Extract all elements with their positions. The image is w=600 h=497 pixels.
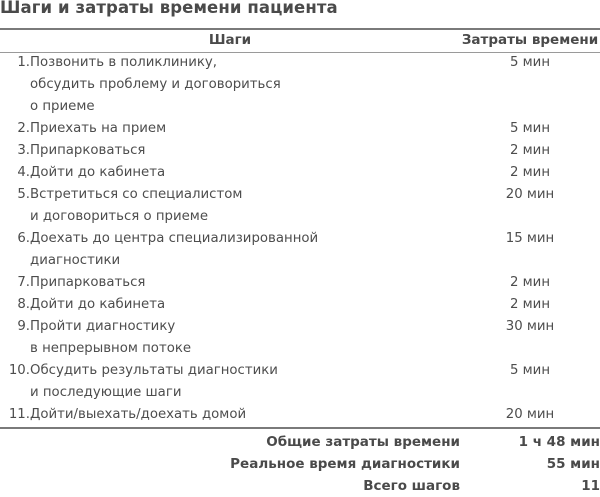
step-description: [30, 404, 460, 426]
table-row: [0, 118, 600, 140]
step-description-line: и последующие шаги: [30, 385, 182, 400]
summary-row: [0, 431, 600, 453]
step-time-value: 2 мин: [509, 275, 551, 290]
table-row: [0, 162, 600, 184]
step-description-line: Припарковаться: [30, 143, 146, 158]
step-description-line: в непрерывном потоке: [30, 341, 192, 356]
summary-value: 11: [581, 478, 600, 494]
step-time-value: 20 мин: [505, 187, 555, 202]
step-description-line: Припарковаться: [30, 275, 146, 290]
table-row: [0, 52, 600, 118]
summary-row: [0, 453, 600, 475]
step-description-line: Позвонить в поликлинику,: [30, 55, 217, 70]
step-description: [30, 52, 460, 118]
step-description-line: Дойти/выехать/доехать домой: [30, 407, 247, 422]
table-row: [0, 294, 600, 316]
step-description-line: Доехать до центра специализированной: [30, 231, 319, 246]
table-row: [0, 228, 600, 272]
step-description-line: Пройти диагностику: [30, 319, 176, 334]
step-number: 10.: [8, 363, 30, 378]
step-description: [30, 118, 460, 140]
table-top-rule: [0, 28, 600, 30]
step-description-line: Обсудить результаты диагностики: [30, 363, 278, 378]
table-row: [0, 360, 600, 404]
step-description: [30, 294, 460, 316]
summary-table: [0, 431, 600, 497]
summary-label: Реальное время диагностики: [230, 456, 460, 472]
step-time-value: 5 мин: [509, 55, 551, 70]
step-number: 3.: [17, 143, 30, 158]
step-time-value: 5 мин: [509, 121, 551, 136]
steps-table-body: [0, 52, 600, 426]
step-description-line: Приехать на прием: [30, 121, 167, 136]
step-description-line: о приеме: [30, 99, 95, 114]
step-description-line: диагностики: [30, 253, 121, 268]
step-description: [30, 184, 460, 228]
step-time-value: 5 мин: [509, 363, 551, 378]
step-description-line: Дойти до кабинета: [30, 297, 166, 312]
step-description: [30, 140, 460, 162]
step-time-value: 2 мин: [509, 297, 551, 312]
step-time-value: 2 мин: [509, 143, 551, 158]
column-header-steps: Шаги: [208, 32, 252, 48]
summary-row: [0, 475, 600, 497]
summary-label: Общие затраты времени: [266, 434, 460, 450]
page-title: Шаги и затраты времени пациента: [0, 0, 338, 17]
step-time-value: 30 мин: [505, 319, 555, 334]
step-number: 11.: [8, 407, 30, 422]
step-description: [30, 272, 460, 294]
table-header-row: [0, 32, 600, 52]
step-description-line: и договориться о приеме: [30, 209, 209, 224]
step-description: [30, 316, 460, 360]
step-number: 6.: [17, 231, 30, 246]
step-description: [30, 360, 460, 404]
table-row: [0, 272, 600, 294]
step-number: 5.: [17, 187, 30, 202]
summary-table-body: [0, 431, 600, 497]
step-description-line: Дойти до кабинета: [30, 165, 166, 180]
step-description: [30, 228, 460, 272]
table-footer-rule: [0, 427, 600, 429]
table-row: [0, 184, 600, 228]
column-header-time: Затраты времени: [461, 32, 599, 48]
step-number: 7.: [17, 275, 30, 290]
step-time-value: 20 мин: [505, 407, 555, 422]
table-row: [0, 404, 600, 426]
step-number: 4.: [17, 165, 30, 180]
step-number: 9.: [17, 319, 30, 334]
table-row: [0, 140, 600, 162]
table-row: [0, 316, 600, 360]
step-time-value: 2 мин: [509, 165, 551, 180]
steps-table: [0, 32, 600, 426]
step-description-line: Встретиться со специалистом: [30, 187, 243, 202]
step-description-line: обсудить проблему и договориться: [30, 77, 281, 92]
step-number: 1.: [17, 55, 30, 70]
step-number: 2.: [17, 121, 30, 136]
summary-value: 1 ч 48 мин: [518, 434, 600, 450]
summary-value: 55 мин: [546, 456, 600, 472]
step-description: [30, 162, 460, 184]
step-time-value: 15 мин: [505, 231, 555, 246]
summary-label: Всего шагов: [363, 478, 460, 494]
step-number: 8.: [17, 297, 30, 312]
